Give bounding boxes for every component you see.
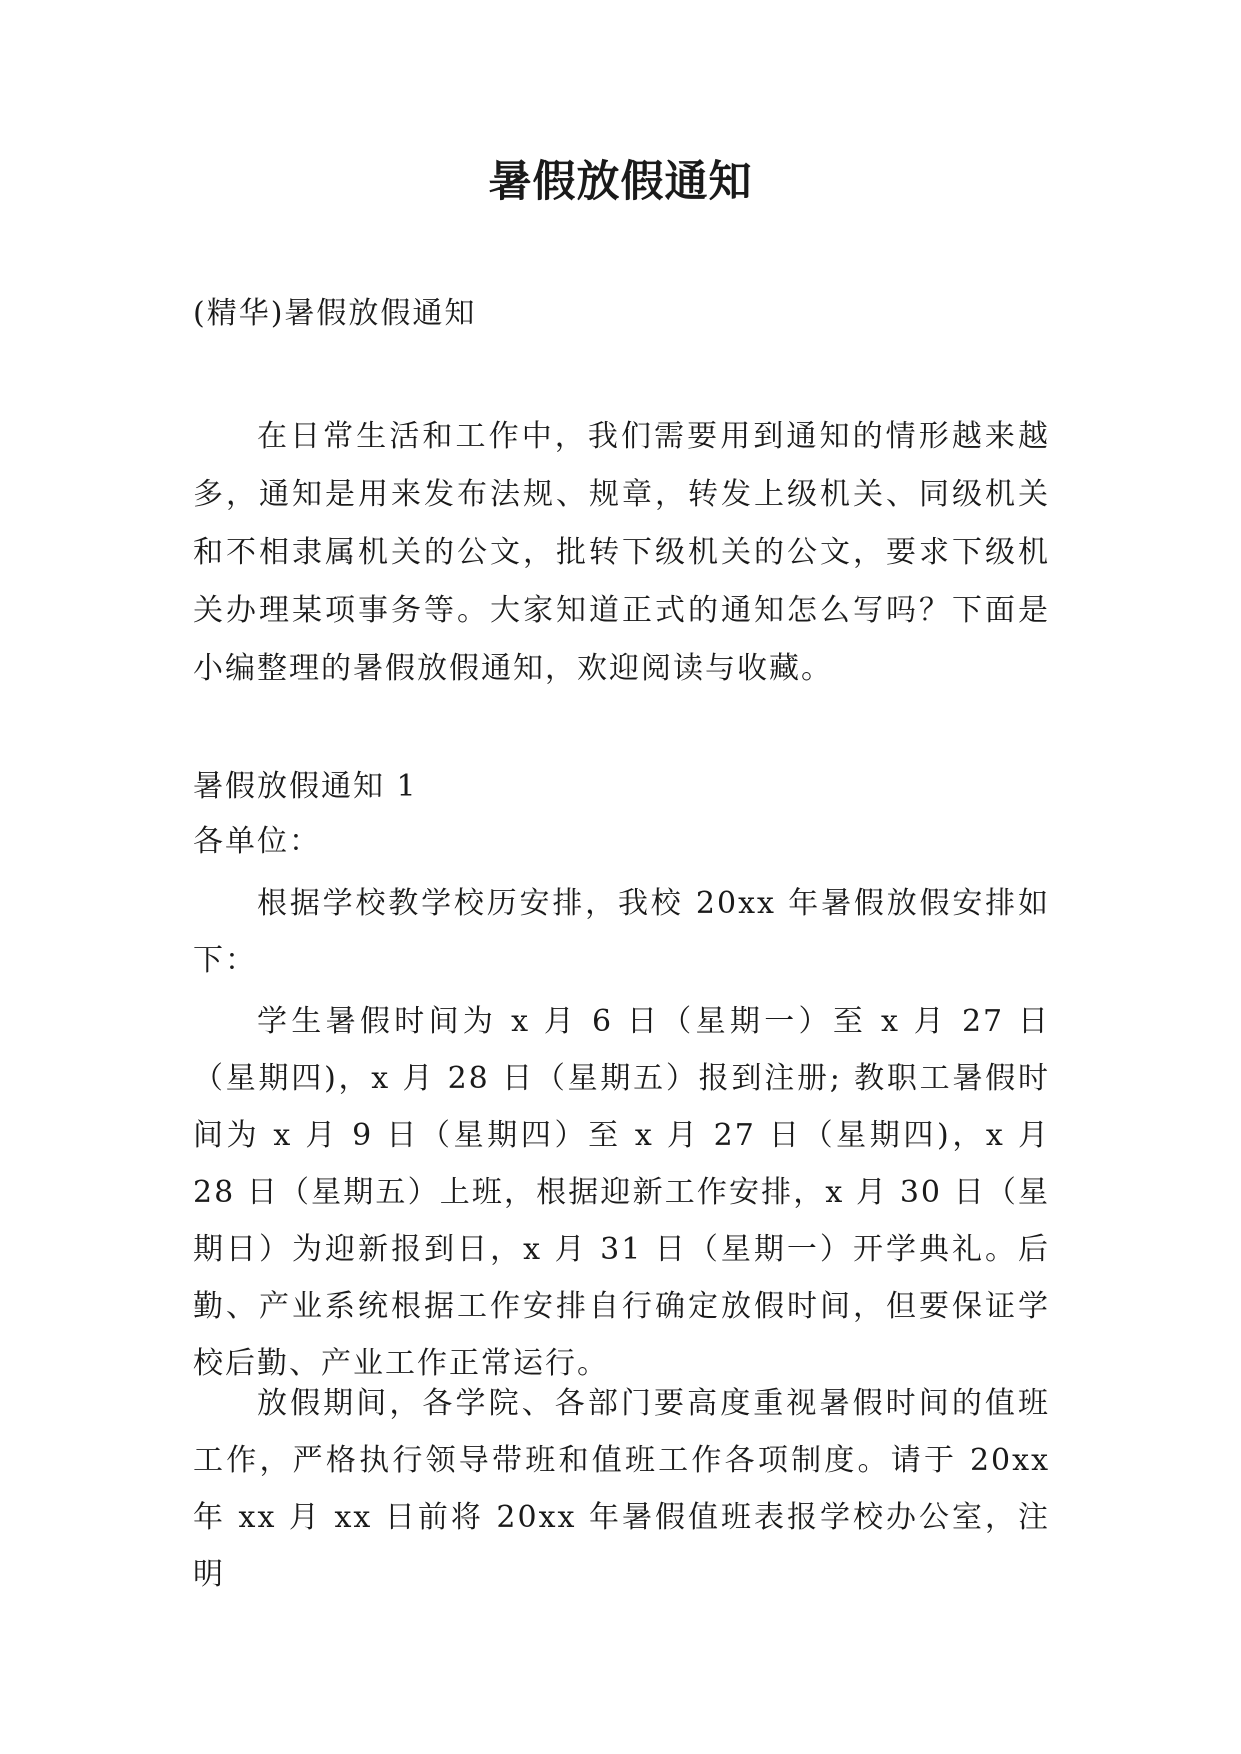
intro-paragraph: 在日常生活和工作中，我们需要用到通知的情形越来越多，通知是用来发布法规、规章，转发上级机关、同级机关和不相隶属机关的公文，批转下级机关的公文，要求下级机关办理某项事务等。大家知道正式的通知怎么写吗？下面是小编整理的暑假放假通知，欢迎阅读与收藏。 [193,419,1050,686]
section-heading: 暑假放假通知 1 [193,769,418,804]
salutation: 各单位： [193,824,321,859]
document-subtitle: (精华)暑假放假通知 [193,296,477,331]
body-paragraph-dates: 学生暑假时间为 x 月 6 日（星期一）至 x 月 27 日（星期四)，x 月 28 日（星期五）报到注册; 教职工暑假时间为 x 月 9 日（星期四）至 x 月 27 日（星期四)，x 月 28 日（星期五）上班，根据迎新工作安排，x 月 30 日（星期日）为迎新报到日，x 月 31 日（星期一）开学典礼。后勤、产业系统根据工作安排自行确定放假时间，但要保证学校后勤、产业工作正常运行。 [193,1004,1050,1381]
body-paragraph-schedule-intro: 根据学校教学校历安排，我校 20xx 年暑假放假安排如下： [193,886,1050,978]
document-title: 暑假放假通知 [488,157,753,207]
body-paragraph-duty: 放假期间，各学院、各部门要高度重视暑假时间的值班工作，严格执行领导带班和值班工作各项制度。请于 20xx 年 xx 月 xx 日前将 20xx 年暑假值班表报学校办公室，注明 [193,1386,1050,1592]
